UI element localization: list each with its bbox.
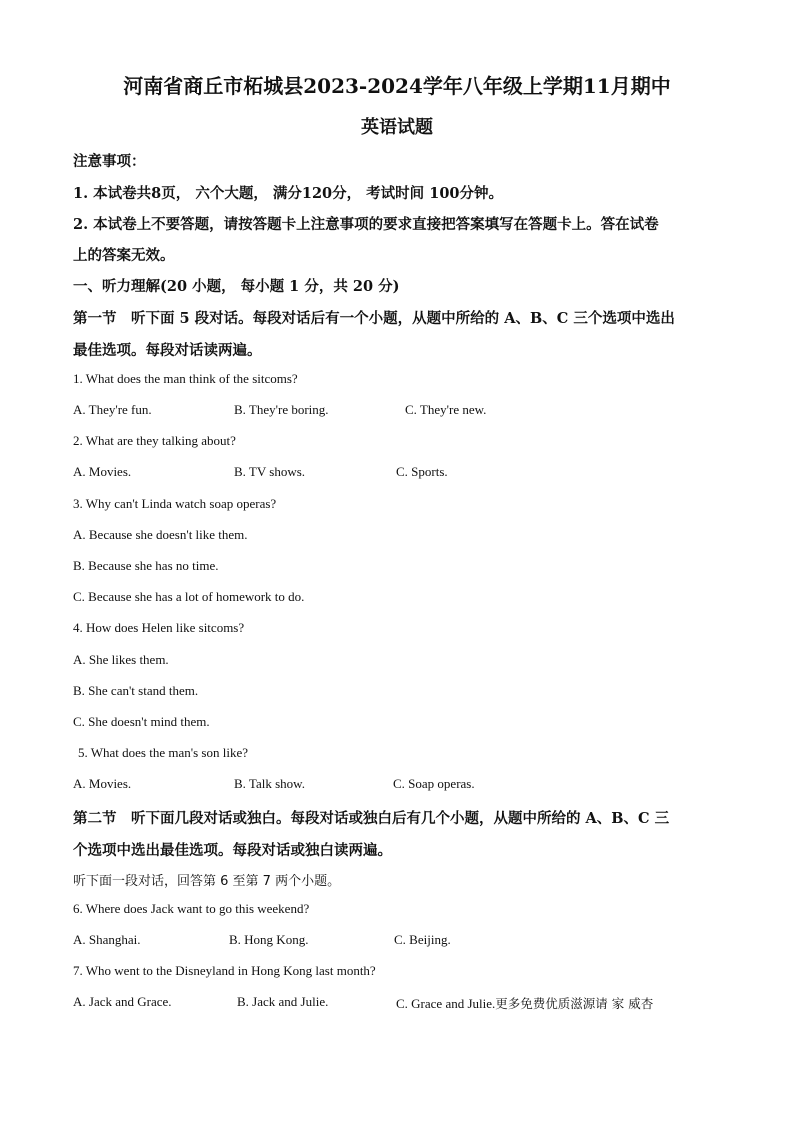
question-2-option-a: A. Movies. bbox=[73, 464, 132, 479]
question-6-option-a: A. Shanghai. bbox=[73, 932, 141, 947]
notes-heading: 注意事项： bbox=[73, 153, 146, 170]
question-6: 6. Where does Jack want to go this weekend? bbox=[73, 901, 310, 916]
question-1-option-c: C. They're new. bbox=[405, 402, 487, 417]
question-2-option-b: B. TV shows. bbox=[234, 464, 306, 479]
notes-item-1: 1. 本试卷共8页， 六个大题， 满分120分， 考试时间 100分钟。 bbox=[73, 185, 503, 202]
question-3: 3. Why can't Linda watch soap operas? bbox=[73, 496, 277, 511]
part-2-instruction-line-1: 第二节 听下面几段对话或独白。每段对话或独白后有几个小题，从题中所给的 A、B、C 三 bbox=[73, 810, 670, 827]
section-1-heading: 一、听力理解(20 小题， 每小题 1 分，共 20 分) bbox=[73, 278, 400, 295]
question-3-option-b: B. Because she has no time. bbox=[73, 558, 219, 573]
question-4-option-a: A. She likes them. bbox=[73, 652, 169, 667]
question-7-option-c: C. Grace and Julie. bbox=[396, 996, 496, 1011]
question-7: 7. Who went to the Disneyland in Hong Kong last month? bbox=[73, 963, 376, 978]
question-1-option-a: A. They're fun. bbox=[73, 402, 152, 417]
notes-item-2-line-2: 上的答案无效。 bbox=[73, 247, 175, 264]
promo-text: 更多免费优质滋源请 家 威杏 bbox=[495, 996, 654, 1011]
question-4: 4. How does Helen like sitcoms? bbox=[73, 620, 245, 635]
question-7-option-c-with-promo bbox=[396, 994, 653, 1012]
question-3-option-a: A. Because she doesn't like them. bbox=[73, 527, 248, 542]
question-2-option-c: C. Sports. bbox=[396, 464, 448, 479]
part-2-dialogue-instruction: 听下面一段对话，回答第 6 至第 7 两个小题。 bbox=[73, 874, 341, 889]
question-6-option-c: C. Beijing. bbox=[394, 932, 451, 947]
question-5-option-b: B. Talk show. bbox=[234, 776, 305, 791]
question-4-option-b: B. She can't stand them. bbox=[73, 683, 199, 698]
part-1-instruction-line-1: 第一节 听下面 5 段对话。每段对话后有一个小题，从题中所给的 A、B、C 三个选项中选出 bbox=[73, 310, 675, 327]
exam-title: 河南省商丘市柘城县2023-2024学年八年级上学期11月期中 bbox=[123, 74, 671, 98]
question-6-option-b: B. Hong Kong. bbox=[229, 932, 309, 947]
question-5-option-a: A. Movies. bbox=[73, 776, 132, 791]
question-7-option-a: A. Jack and Grace. bbox=[73, 994, 172, 1009]
question-5: 5. What does the man's son like? bbox=[78, 745, 248, 760]
part-1-instruction-line-2: 最佳选项。每段对话读两遍。 bbox=[73, 342, 262, 359]
exam-subtitle: 英语试题 bbox=[361, 117, 433, 138]
part-2-instruction-line-2: 个选项中选出最佳选项。每段对话或独白读两遍。 bbox=[73, 842, 392, 859]
question-4-option-c: C. She doesn't mind them. bbox=[73, 714, 210, 729]
question-7-option-b: B. Jack and Julie. bbox=[237, 994, 329, 1009]
question-3-option-c: C. Because she has a lot of homework to do. bbox=[73, 589, 305, 604]
question-1-option-b: B. They're boring. bbox=[234, 402, 329, 417]
question-2: 2. What are they talking about? bbox=[73, 433, 236, 448]
notes-item-2-line-1: 2. 本试卷上不要答题，请按答题卡上注意事项的要求直接把答案填写在答题卡上。答在试卷 bbox=[73, 216, 659, 233]
question-1: 1. What does the man think of the sitcoms? bbox=[73, 371, 298, 386]
question-5-option-c: C. Soap operas. bbox=[393, 776, 475, 791]
